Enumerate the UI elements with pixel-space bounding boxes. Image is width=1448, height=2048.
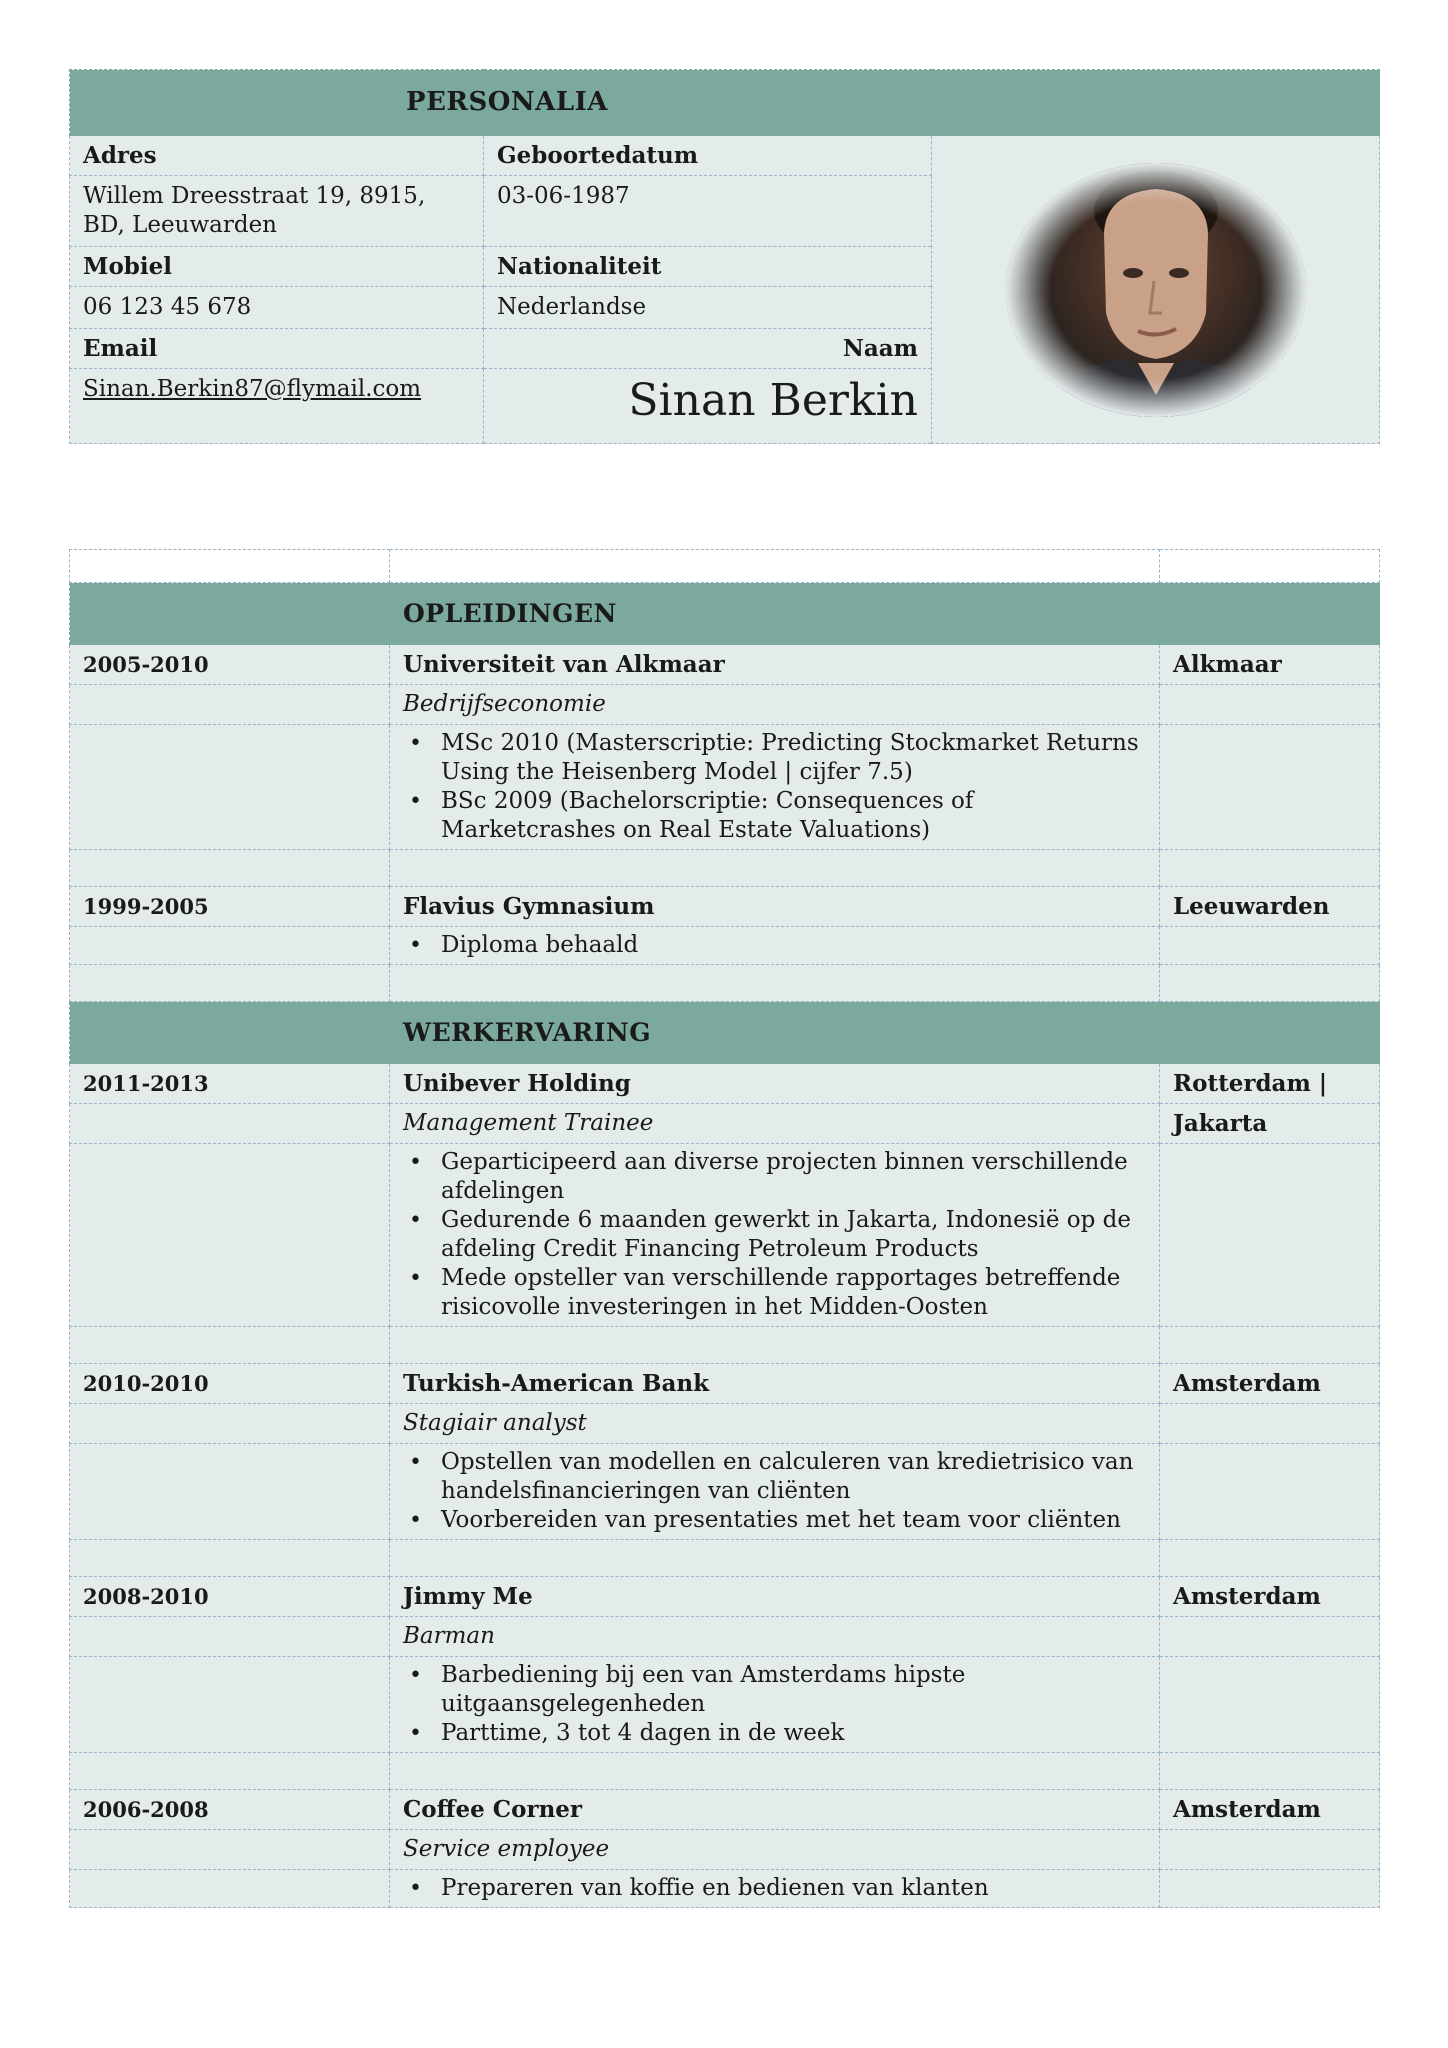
entry-bullets [403,931,1146,960]
table-row [70,1364,1380,1404]
table-row [70,685,1380,725]
email-label: Email [70,329,484,369]
mobiel-value: 06 123 45 678 [70,287,484,329]
entry-name: Universiteit van Alkmaar [390,645,1160,685]
table-row [70,1830,1380,1870]
personalia-title: PERSONALIA [70,70,932,136]
entry-subtitle: Barman [390,1617,1160,1657]
table-row [70,1404,1380,1444]
entry-location-2: Jakarta [1160,1104,1380,1144]
list-item: • Diploma behaald [441,931,1146,960]
mobiel-label: Mobiel [70,247,484,287]
personalia-header-spacer [932,70,1380,136]
table-row [70,927,1380,965]
werkervaring-title: WERKERVARING [390,1002,1160,1064]
table-row [70,1617,1380,1657]
entry-bullets [403,729,1146,845]
entry-name: Jimmy Me [390,1577,1160,1617]
adres-value: Willem Dreesstraat 19, 8915, BD, Leeuwarden [70,176,484,247]
geboortedatum-value: 03-06-1987 [484,176,932,247]
entry-years: 2005-2010 [70,645,390,685]
table-row [70,1577,1380,1617]
entry-bullets [403,1661,1146,1748]
cv-table [69,549,1380,1908]
geboortedatum-label: Geboortedatum [484,136,932,176]
table-row [70,1444,1380,1540]
list-item: • MSc 2010 (Masterscriptie: Predicting Stockmarket Returns Using the Heisenberg Model | cijfer 7.5) [441,729,1146,787]
entry-location: Alkmaar [1160,645,1380,685]
entry-years: 1999-2005 [70,887,390,927]
list-item: • Prepareren van koffie en bedienen van klanten [441,1874,1146,1903]
list-item: • Parttime, 3 tot 4 dagen in de week [441,1719,1146,1748]
profile-photo [1006,163,1306,417]
list-item: • Voorbereiden van presentaties met het team voor cliënten [441,1506,1146,1535]
table-row [70,1657,1380,1753]
list-item: • Geparticipeerd aan diverse projecten binnen verschillende afdelingen [441,1148,1146,1206]
entry-name: Unibever Holding [390,1064,1160,1104]
table-row [70,645,1380,685]
entry-years: 2006-2008 [70,1790,390,1830]
list-item: • BSc 2009 (Bachelorscriptie: Consequences of Marketcrashes on Real Estate Valuations) [441,787,1146,845]
entry-name: Coffee Corner [390,1790,1160,1830]
list-item: • Opstellen van modellen en calculeren van kredietrisico van handelsfinancieringen van cliënten [441,1448,1146,1506]
list-item: • Barbediening bij een van Amsterdams hipste uitgaansgelegenheden [441,1661,1146,1719]
adres-label: Adres [70,136,484,176]
entry-location: Amsterdam [1160,1790,1380,1830]
entry-years: 2010-2010 [70,1364,390,1404]
list-item: • Gedurende 6 maanden gewerkt in Jakarta, Indonesië op de afdeling Credit Financing Petroleum Products [441,1206,1146,1264]
entry-years: 2008-2010 [70,1577,390,1617]
table-row [70,1790,1380,1830]
entry-subtitle: Service employee [390,1830,1160,1870]
entry-subtitle: Bedrijfseconomie [390,685,1160,725]
naam-label: Naam [484,329,932,369]
nationaliteit-label: Nationaliteit [484,247,932,287]
naam-value: Sinan Berkin [484,369,932,444]
table-row [70,725,1380,850]
entry-subtitle: Stagiair analyst [390,1404,1160,1444]
personalia-table [69,69,1380,444]
entry-location: Rotterdam | [1160,1064,1380,1104]
email-link[interactable]: Sinan.Berkin87@flymail.com [83,376,422,402]
photo-cell [932,136,1380,444]
table-row [70,1064,1380,1104]
table-row [70,1144,1380,1327]
list-item: • Mede opsteller van verschillende rapportages betreffende risicovolle investeringen in het Midden-Oosten [441,1264,1146,1322]
entry-bullets [403,1148,1146,1322]
entry-location: Amsterdam [1160,1364,1380,1404]
entry-name: Flavius Gymnasium [390,887,1160,927]
entry-years: 2011-2013 [70,1064,390,1104]
entry-bullets [403,1874,1146,1903]
nationaliteit-value: Nederlandse [484,287,932,329]
entry-location: Leeuwarden [1160,887,1380,927]
entry-bullets [403,1448,1146,1535]
entry-name: Turkish-American Bank [390,1364,1160,1404]
table-row [70,887,1380,927]
table-row [70,1104,1380,1144]
opleidingen-title: OPLEIDINGEN [390,583,1160,645]
entry-subtitle: Management Trainee [390,1104,1160,1144]
email-cell [70,369,484,444]
entry-location: Amsterdam [1160,1577,1380,1617]
table-row [70,1870,1380,1908]
